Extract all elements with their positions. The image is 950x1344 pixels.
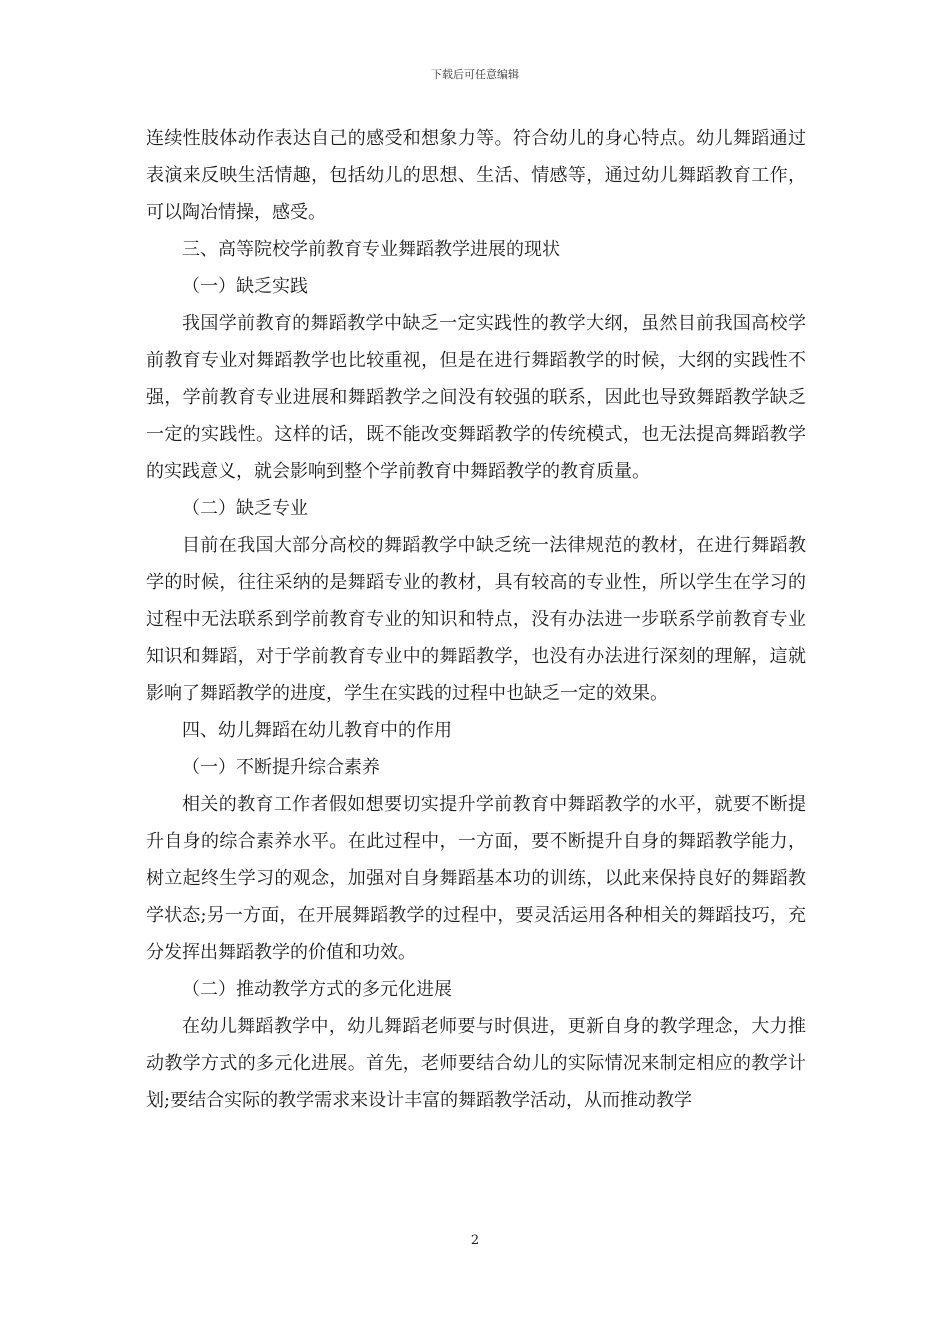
page-number: 2 xyxy=(470,1233,480,1248)
subsection-heading: （二）推动教学方式的多元化进展 xyxy=(182,979,452,1000)
section-heading: 四、幼儿舞蹈在幼儿教育中的作用 xyxy=(182,720,452,741)
subsection-heading: （二）缺乏专业 xyxy=(182,498,308,519)
page-header: 下载后可任意编辑 xyxy=(431,68,519,81)
section-heading: 三、高等院校学前教育专业舞蹈教学进展的现状 xyxy=(182,239,560,260)
subsection-heading: （一）不断提升综合素养 xyxy=(182,757,380,778)
body-paragraph: 我国学前教育的舞蹈教学中缺乏一定实践性的教学大纲，虽然目前我国高校学前教育专业对舞蹈教学也比较重视，但是在进行舞蹈教学的时候，大纲的实践性不强，学前教育专业进展和舞蹈教学之间没有较强的联系，因此也导致舞蹈教学缺乏一定的实践性。这样的话，既不能改变舞蹈教学的传统模式，也无法提高舞蹈教学的实践意义，就会影响到整个学前教育中舞蹈教学的教育质量。 xyxy=(146,313,806,482)
subsection-heading: （一）缺乏实践 xyxy=(182,276,308,297)
body-paragraph: 连续性肢体动作表达自己的感受和想象力等。符合幼儿的身心特点。幼儿舞蹈通过表演来反映生活情趣，包括幼儿的思想、生活、情感等，通过幼儿舞蹈教育工作，可以陶冶情操，感受。 xyxy=(146,128,806,223)
body-paragraph: 在幼儿舞蹈教学中，幼儿舞蹈老师要与时俱进，更新自身的教学理念，大力推动教学方式的多元化进展。首先，老师要结合幼儿的实际情况来制定相应的教学计划;要结合实际的教学需求来设计丰富的舞蹈教学活动，从而推动教学 xyxy=(146,1016,806,1111)
document-body xyxy=(146,120,806,1119)
body-paragraph: 目前在我国大部分高校的舞蹈教学中缺乏统一法律规范的教材，在进行舞蹈教学的时候，往往采纳的是舞蹈专业的教材，具有较高的专业性，所以学生在学习的过程中无法联系到学前教育专业的知识和特点，没有办法进一步联系学前教育专业知识和舞蹈，对于学前教育专业中的舞蹈教学，也没有办法进行深刻的理解，這就影响了舞蹈教学的进度，学生在实践的过程中也缺乏一定的效果。 xyxy=(146,535,806,704)
body-paragraph: 相关的教育工作者假如想要切实提升学前教育中舞蹈教学的水平，就要不断提升自身的综合素养水平。在此过程中，一方面，要不断提升自身的舞蹈教学能力，树立起终生学习的观念，加强对自身舞蹈基本功的训练，以此来保持良好的舞蹈教学状态;另一方面，在开展舞蹈教学的过程中，要灵活运用各种相关的舞蹈技巧，充分发挥出舞蹈教学的价值和功效。 xyxy=(146,794,806,963)
